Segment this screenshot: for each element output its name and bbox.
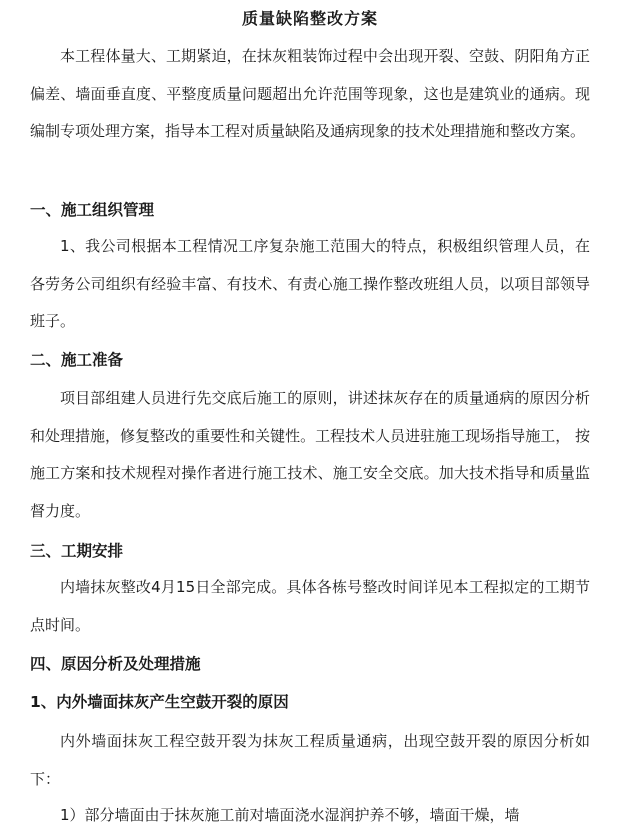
section-heading-preparation: 二、施工准备 [30,351,124,369]
section-heading-organization: 一、施工组织管理 [30,201,155,219]
document-title: 质量缺陷整改方案 [241,9,378,28]
cause-item-1: 1）部分墙面由于抹灰施工前对墙面浇水湿润护养不够，墙面干燥，墙 [60,806,520,824]
organization-paragraph: 1、我公司根据本工程情况工序复杂施工范围大的特点，积极组织管理人员，在各劳务公司组织有经验丰富、有技术、有责心施工操作整改班组人员，以项目部领导班子。 [30,237,590,330]
preparation-paragraph: 项目部组建人员进行先交底后施工的原则，讲述抹灰存在的质量通病的原因分析和处理措施，修复整改的重要性和关键性。工程技术人员进驻施工现场指导施工， 按施工方案和技术规程对操作者进行施工技术、施工安全交底。加大技术指导和质量监督力度。 [30,389,590,520]
schedule-paragraph: 内墙抹灰整改4月15日全部完成。具体各栋号整改时间详见本工程拟定的工期节点时间。 [30,578,590,634]
intro-paragraph: 本工程体量大、工期紧迫，在抹灰粗装饰过程中会出现开裂、空鼓、阴阳角方正偏差、墙面垂直度、平整度质量问题超出允许范围等现象，这也是建筑业的通病。现编制专项处理方案，指导本工程对质量缺陷及通病现象的技术处理措施和整改方案。 [30,47,590,140]
section-heading-schedule: 三、工期安排 [30,542,124,560]
subsection-heading-hollow-cracking: 1、内外墙面抹灰产生空鼓开裂的原因 [30,693,289,711]
section-heading-cause-analysis: 四、原因分析及处理措施 [30,655,201,673]
cause-analysis-paragraph: 内外墙面抹灰工程空鼓开裂为抹灰工程质量通病，出现空鼓开裂的原因分析如下： [30,732,590,788]
